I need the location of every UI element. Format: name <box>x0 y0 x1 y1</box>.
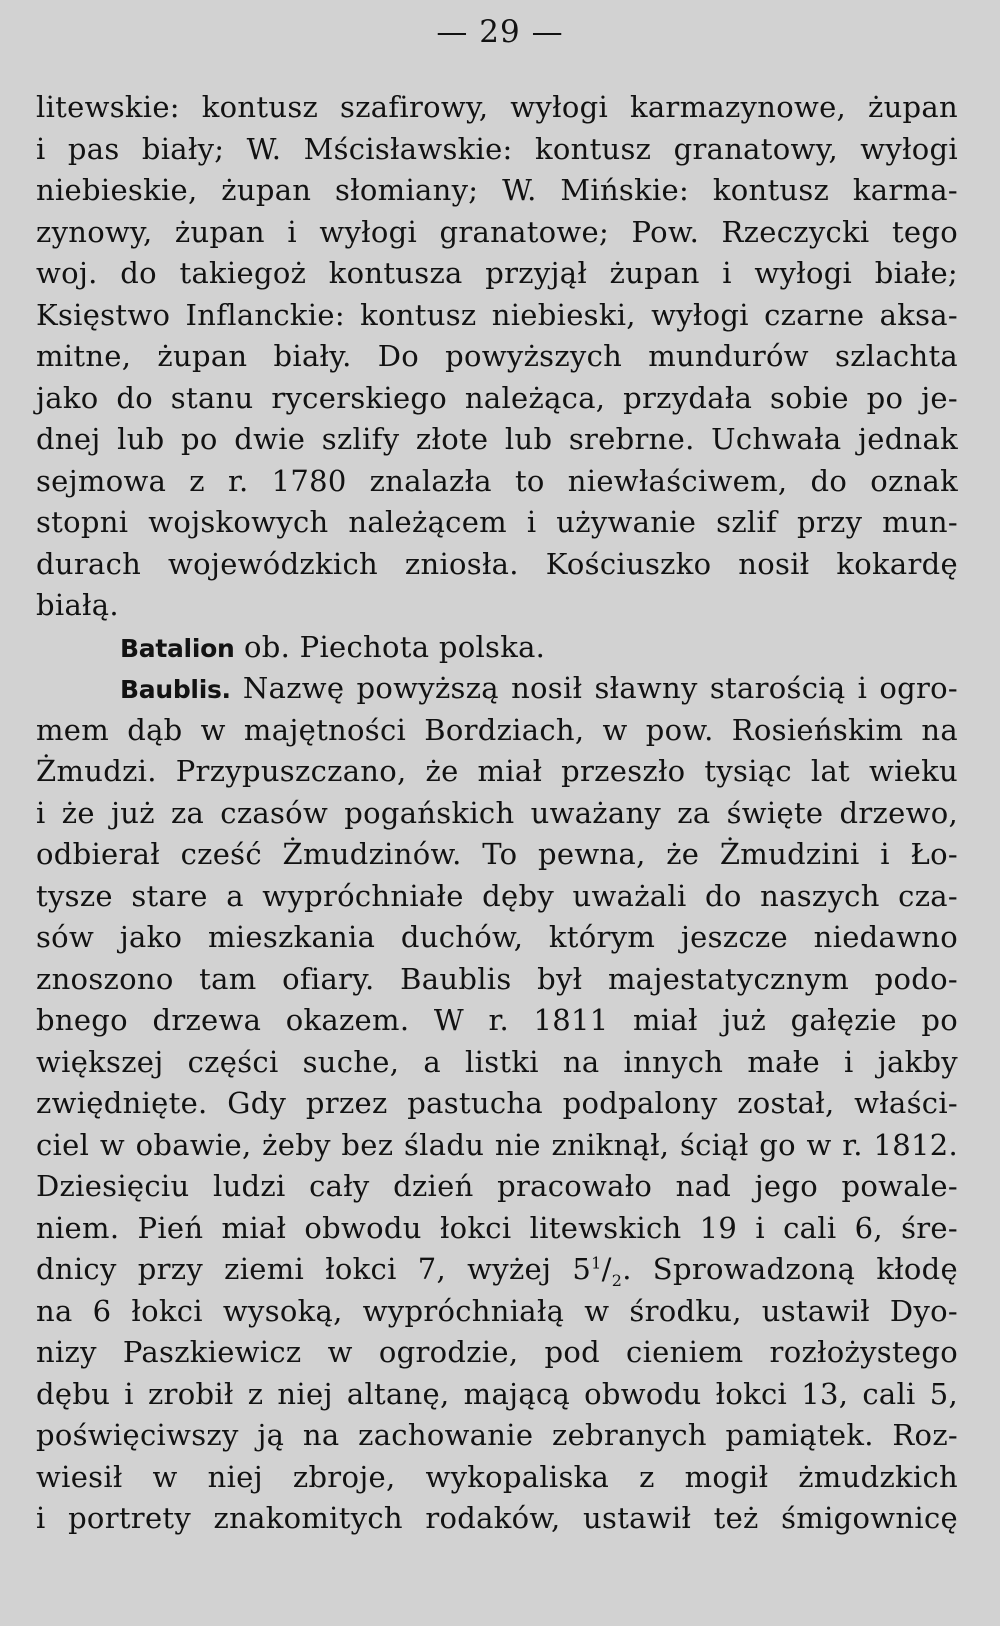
text-line <box>36 295 958 337</box>
text-line <box>36 378 958 420</box>
entry-headword: Baublis. <box>120 675 231 704</box>
text-line <box>36 87 958 129</box>
line-text: i pas biały; W. Mścisławskie: kontusz granatowy, wyłogi <box>36 131 958 166</box>
line-text: poświęciwszy ją na zachowanie zebranych pamiątek. Roz- <box>36 1418 958 1452</box>
text-line <box>36 1208 958 1250</box>
line-text: bnego drzewa okazem. W r. 1811 miał już gałęzie po <box>36 1003 958 1037</box>
text-line <box>36 336 958 378</box>
line-text: na 6 łokci wysoką, wypróchniałą w środku, ustawił Dyo- <box>36 1293 958 1328</box>
line-text: i portrety znakomitych rodaków, ustawił też śmigownicę <box>36 1501 958 1535</box>
line-text: mem dąb w majętności Bordziach, w pow. Rosieńskim na <box>36 712 958 747</box>
text-line <box>36 627 958 669</box>
line-text-continued: . Sprowadzoną kłodę <box>622 1252 959 1286</box>
text-line <box>36 419 958 461</box>
line-text: nizy Paszkiewicz w ogrodzie, pod cieniem rozłożystego <box>36 1335 958 1369</box>
fraction-denominator: 2 <box>611 1270 623 1290</box>
entry-headword: Batalion <box>120 633 235 663</box>
line-text: stopni wojskowych należącem i używanie szlif przy mun- <box>36 505 958 539</box>
text-line <box>36 959 958 1001</box>
line-text: jako do stanu rycerskiego należąca, przydała sobie po je- <box>36 380 958 415</box>
line-text: woj. do takiegoż kontusza przyjął żupan i wyłogi białe; <box>36 256 958 290</box>
line-text: większej części suche, a listki na innych małe i jakby <box>36 1044 958 1079</box>
text-line <box>36 1083 958 1125</box>
text-line <box>36 1415 958 1457</box>
line-text: sów jako mieszkania duchów, którym jeszcze niedawno <box>36 920 958 954</box>
text-line <box>36 751 958 793</box>
page-number: — 29 — <box>436 14 564 50</box>
text-line <box>36 544 958 586</box>
text-line <box>36 1498 958 1540</box>
text-line <box>36 1374 958 1416</box>
text-line <box>36 1042 958 1084</box>
line-text: Księstwo Inflanckie: kontusz niebieski, wyłogi czarne aksa- <box>36 297 958 332</box>
line-text: zynowy, żupan i wyłogi granatowe; Pow. Rzeczycki tego <box>36 214 958 249</box>
line-text: dębu i zrobił z niej altanę, mającą obwodu łokci 13, cali 5, <box>36 1376 958 1411</box>
text-line <box>36 585 958 627</box>
text-line <box>36 1000 958 1042</box>
text-line <box>36 253 958 295</box>
line-text: sejmowa z r. 1780 znalazła to niewłaściwem, do oznak <box>36 463 958 498</box>
text-line <box>36 1291 958 1333</box>
line-text: białą. <box>36 588 119 622</box>
line-text: dnej lub po dwie szlify złote lub srebrne. Uchwała jednak <box>36 422 958 456</box>
text-line <box>36 461 958 503</box>
text-line <box>36 876 958 918</box>
text-line <box>36 834 958 876</box>
line-text: niem. Pień miał obwodu łokci litewskich 19 i cali 6, śre- <box>36 1210 958 1245</box>
text-line <box>36 212 958 254</box>
line-text: Nazwę powyższą nosił sławny starością i ogro- <box>230 671 958 705</box>
fraction-numerator: 1 <box>591 1253 602 1273</box>
text-line <box>36 793 958 835</box>
text-line <box>36 1332 958 1374</box>
text-line <box>36 1457 958 1499</box>
line-text: litewskie: kontusz szafirowy, wyłogi karmazynowe, żupan <box>36 90 958 124</box>
line-text: dnicy przy ziemi łokci 7, wyżej 5 <box>36 1252 592 1286</box>
line-text: ciel w obawie, żeby bez śladu nie zniknął, ściął go w r. 1812. <box>36 1127 958 1162</box>
line-text: odbierał cześć Żmudzinów. To pewna, że Żmudzini i Ło- <box>36 837 958 871</box>
line-text: zwiędnięte. Gdy przez pastucha podpalony został, właści- <box>36 1086 958 1120</box>
text-line <box>36 170 958 212</box>
text-line <box>36 502 958 544</box>
text-line <box>36 917 958 959</box>
line-text: niebieskie, żupan słomiany; W. Mińskie: kontusz karma- <box>36 173 958 207</box>
text-line <box>36 1125 958 1167</box>
text-line <box>36 710 958 752</box>
line-text: mitne, żupan biały. Do powyższych mundurów szlachta <box>36 339 958 373</box>
body-text <box>36 87 958 1540</box>
line-text: wiesił w niej zbroje, wykopaliska z mogił żmudzkich <box>36 1459 958 1494</box>
line-text: ob. Piechota polska. <box>234 629 546 664</box>
text-line <box>36 129 958 171</box>
text-line <box>36 1166 958 1208</box>
text-line <box>36 1249 958 1291</box>
line-text: tysze stare a wypróchniałe dęby uważali do naszych cza- <box>36 878 958 913</box>
line-text: znoszono tam ofiary. Baublis był majestatycznym podo- <box>36 961 958 996</box>
text-line <box>36 668 958 710</box>
line-text: Dziesięciu ludzi cały dzień pracowało nad jego powale- <box>36 1169 958 1203</box>
line-text: durach wojewódzkich zniosła. Kościuszko nosił kokardę <box>36 546 958 581</box>
fraction-slash: / <box>601 1252 612 1286</box>
line-text: i że już za czasów pogańskich uważany za święte drzewo, <box>36 795 958 830</box>
line-text: Żmudzi. Przypuszczano, że miał przeszło tysiąc lat wieku <box>36 754 958 788</box>
